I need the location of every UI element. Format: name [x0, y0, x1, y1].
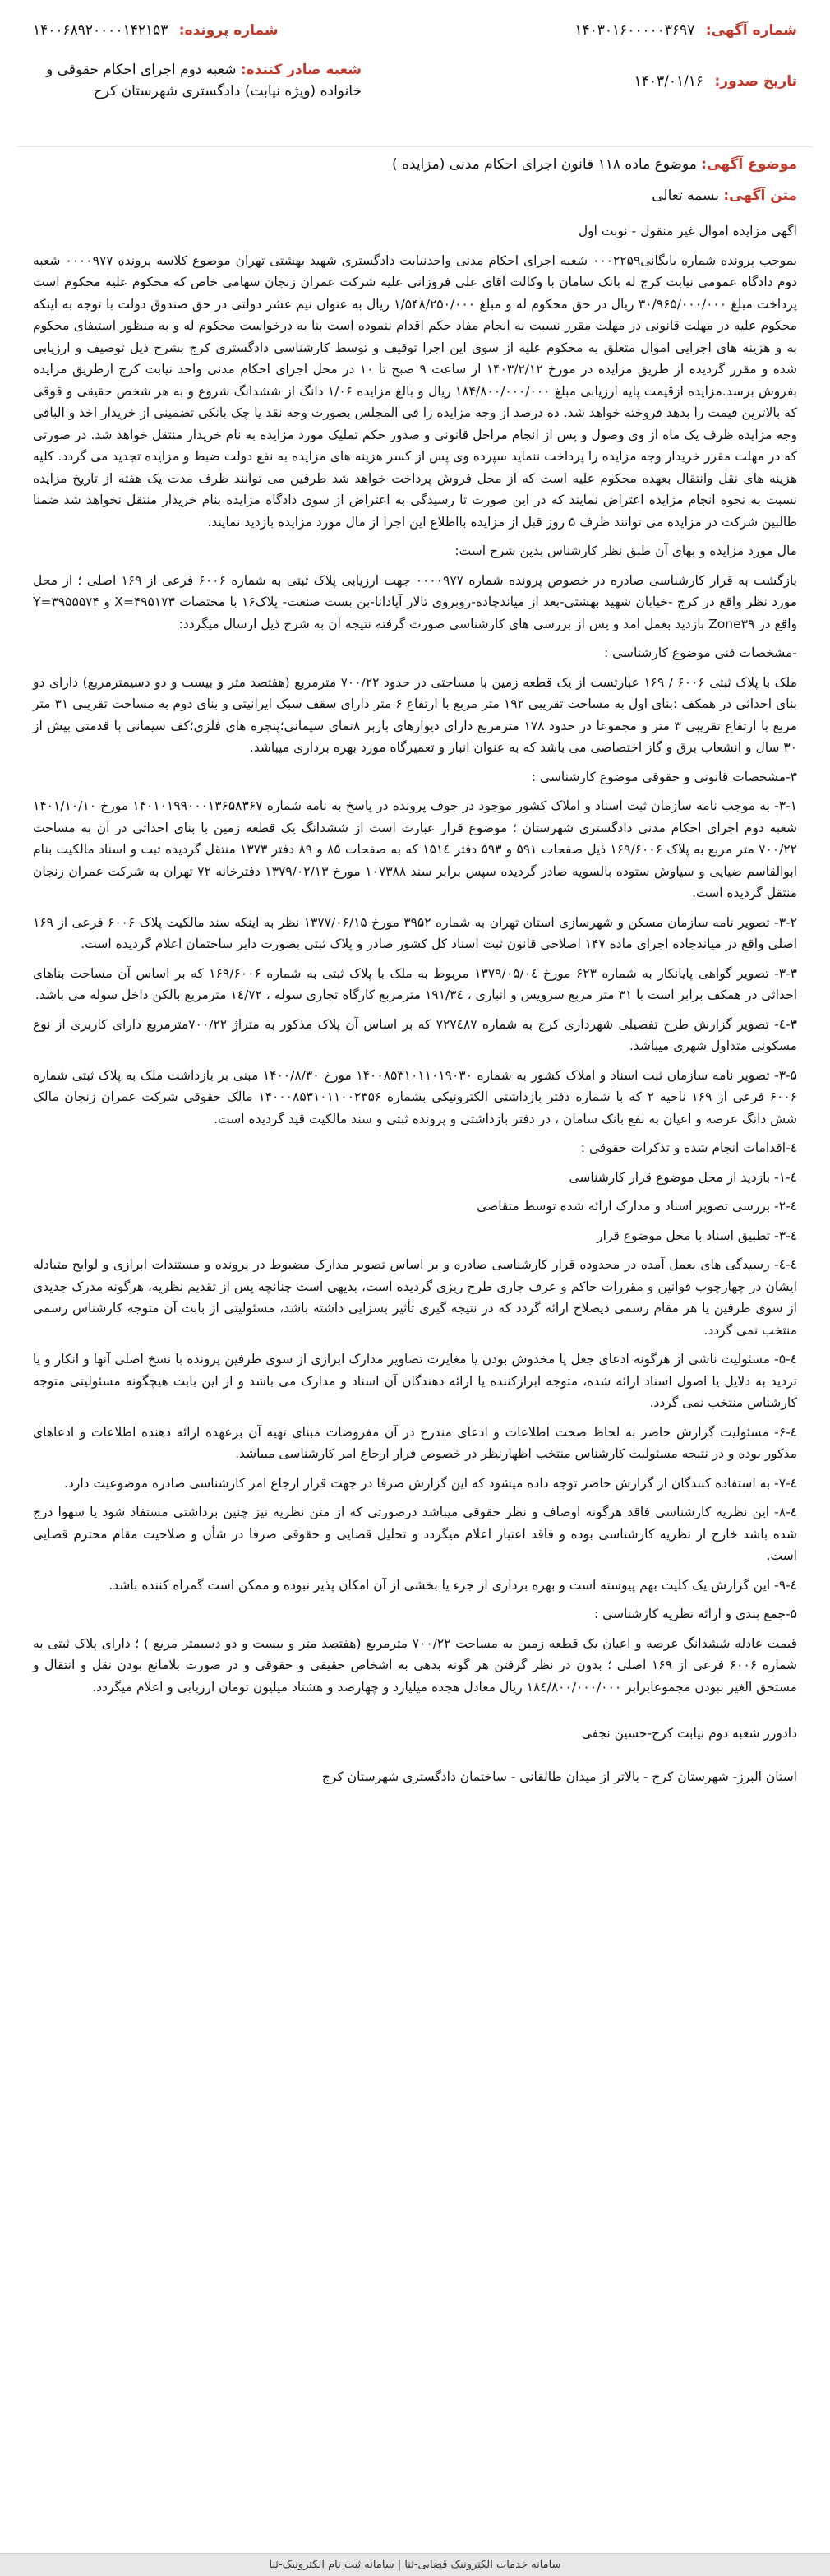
signer: دادورز شعبه دوم نیابت کرج-حسین نجفی — [581, 1726, 797, 1741]
site-footer: سامانه خدمات الکترونیک قضایی-ثنا | سامانه ثبت نام الکترونیک-ثنا — [0, 2553, 830, 2576]
paragraph: ٤-۷- به استفاده کنندگان از گزارش حاضر توجه داده میشود که این گزارش صرفا در جهت قرار ارجاع امر کارشناسی صادره موضوعیت دارد. — [64, 1475, 797, 1491]
paragraph: ۳-۱- به موجب نامه سازمان ثبت اسناد و املاک کشور موجود در جوف پرونده در پاسخ به نامه شماره ۱۴۰۱۰۱۹۹۰۰۰۱۳۶۵۸۳۶۷ مورخ ۱۴۰۱/۱۰/۱۰ شعبه دوم اجرای احکام مدنی دادگستری شهرستان ؛ موضوع قرار عبارت است از ششدانگ یک قطعه زمین با بنای احداثی در آن به مساحت ۷۰۰/۲۲ متر مربع به پلاک ۱۶۹/۶۰۰۶ ذیل صفحات ۵۹۱ و ۵۹۳ دفتر ۱۵۱٤ که به صفحات ۸۵ و ۸۹ دفتر ۱۳۷۳ منتقل گردیده ثبت و اسناد مالکیت بنام ابوالقاسم ضیایی و سیاوش ستوده بالسویه صادر گردیده سپس برابر سند ۱۰۷۳۸۸ مورخ ۱۳۷۹/۰۲/۱۳ دفترخانه ۷۲ تهران به شرکت عمران زنجان منتقل گردیده است. — [33, 798, 798, 900]
paragraph: بموجب پرونده شماره بایگانی۰۰۰۲۲۵۹ شعبه اجرای احکام مدنی واحدنیابت دادگستری شهید بهشتی تهران موضوع کلاسه پرونده ۰۰۰۰۹۷۷ شعبه دوم دادگاه عمومی نیابت کرج له بانک سامان با وکالت آقای علی فروزانی علیه شرکت عمران زنجان سهامی خاص که محکوم علیه محکوم است پرداخت مبلغ ۳۰/۹۶۵/۰۰۰/۰۰۰ ریال در حق محکوم له و مبلغ ۱/۵۴۸/۲۵۰/۰۰۰ ریال به عنوان نیم عشر دولتی در حق صندوق دولت با توجه به اینکه محکوم علیه در مهلت قانونی در مهلت مقرر نسبت به انجام مفاد حکم اقدام ننموده است بنا به درخواست محکوم له و به منظور استیفای محکوم به و هزینه های اجرایی اموال متعلق به محکوم علیه از سوی این اجرا توقیف و توسط کارشناسی دادگستری کرج بشرح ذیل توصیف و ارزیابی شده و مقرر گردیده از طریق مزایده در مورخ ۱۴۰۳/۲/۱۲ از ساعت ۹ صبح تا ۱۰ در محل اجرای احکام مدنی واحد نیابت کرج ازطریق مزایده بفروش برسد.مزایده ازقیمت پایه ارزیابی مبلغ ۱۸۴/۸۰۰/۰۰۰/۰۰۰ ریال و بالغ مزایده ۱/۰۶ دانگ از ششدانگ شروع و به هر شخص حقیقی و قوقی که بالاترین قیمت را بدهد فروخته خواهد شد. ده درصد از وجه مزایده را فی المجلس بصورت وجه نقد یا چک بانکی تضمینی از خریدار اخذ و الباقی وجه مزایده ظرف یک ماه از وی وصول و پس از انجام مراحل قانونی و صدور حکم تملیک مورد مزایده به نام خریدار منتقل خواهد شد. در صورتی که در مهلت مقرر خریدار وجه مزایده را پرداخت ننماید سپرده وی پس از کسر هزینه های مزایده به نفع دولت ضبط و مزایده تجدید می گردد. کلیه هزینه های نقل وانتقال بعهده محکوم علیه است که از محل فروش پرداخت خواهد شد طرفین می توانند ظرف مدت یک هفته از تاریخ مزایده نسبت به نحوه انجام مزایده اعتراض نمایند که در این صورت تا رسیدگی به اعتراض از سوی دادگاه مزایده بنام خریدار منتقل نخواهد شد ضمنا طالبین شرکت در مزایده می توانند ظرف ۵ روز قبل از مزایده بااطلاع این اجرا از مال مورد مزایده بازدید نمایند. — [33, 252, 798, 530]
header-row-numbers — [33, 20, 797, 41]
notice-body — [33, 220, 797, 1795]
paragraph: ٤-٤- رسیدگی های بعمل آمده در محدوده قرار کارشناسی صادره و بر اساس تصویر مدارک مضبوط در پرونده و مستندات ابرازی و لوایح متبادله ایشان در چهارچوب قوانین و مقررات حاکم و عرف جاری طرح ریزی گردیده است، بدیهی است چنانچه پس از تقدیم نظریه، هرگونه مدرک جدیدی از سوی طرفین یا هر مقام رسمی ذیصلاح ارائه گردد که در نتیجه گیری تأثیر بسزایی داشته باشد، مسئولیتی از بابت آن متوجه کارشناس رسمی منتخب نمی گردد. — [33, 1257, 797, 1338]
header-divider — [16, 146, 814, 147]
paragraph: ۵-جمع بندی و ارائه نظریه کارشناسی : — [593, 1607, 797, 1621]
issue-date — [634, 71, 797, 92]
paragraph: ٤-اقدامات انجام شده و تذکرات حقوقی : — [580, 1140, 797, 1155]
paragraph: ۳-مشخصات قانونی و حقوقی موضوع کارشناسی : — [531, 769, 797, 784]
issue-date-label: تاریخ صدور: — [714, 73, 797, 90]
case-number-value: ۱۴۰۰۶۸۹۲۰۰۰۰۱۴۲۱۵۳ — [33, 22, 168, 39]
paragraph: اگهی مزایده اموال غیر منقول - نوبت اول — [578, 224, 797, 238]
paragraph: ٤-۵- مسئولیت ناشی از هرگونه ادعای جعل یا مخدوش بودن یا مغایرت تصاویر مدارک ابرازی از سوی طرفین پرونده با نسخ اصلی آنها و انکار و یا تردید به دلایل یا اصول اسناد ارائه شده، متوجه ابرازکننده یا ارائه دهندگان آن اسناد و مدارک می باشد و از این بابت هیچگونه مسئولیتی متوجه کارشناس منتخب نمی گردد. — [33, 1352, 797, 1410]
paragraph: ٤-۶- مسئولیت گزارش حاضر به لحاظ صحت اطلاعات و ادعای مندرج در آن مفروضات مبنای تهیه آن برعهده ارائه دهنده اطلاعات و ادعاهای مذکور بوده و در نتیجه مسئولیت کارشناس منتخب اظهارنظر در خصوص قرار ارجاع امر کارشناسی میباشد. — [33, 1424, 797, 1461]
issuer-value: شعبه دوم اجرای احکام حقوقی و خانواده (ویژه نیابت) دادگستری شهرستان کرج — [46, 62, 362, 99]
ad-number — [574, 20, 797, 41]
paragraph: ۳-۵- تصویر نامه سازمان ثبت اسناد و املاک کشور به شماره ۱۴۰۰۸۵۳۱۰۱۱۰۱۹۰۳۰ مورخ ۱۴۰۰/۸/۳۰ مبنی بر بازداشت ملک به پلاک ثبتی شماره ۶۰۰۶ فرعی از ۱۶۹ ناحیه ۲ که با شماره دفتر بازداشتی الکترونیکی بشماره ۱۴۰۰۰۸۵۳۱۰۱۱۰۰۲۳۵۶ مالک حقوقی شرکت عمران زنجان مالک شش دانگ عرصه و اعیان به نفع بانک سامان ، در دفتر بازداشتی و پرونده ثبتی و سند مالکیت قید گردیده است. — [33, 1067, 798, 1126]
issue-date-value: ۱۴۰۳/۰۱/۱۶ — [634, 73, 704, 90]
case-number-label: شماره پرونده: — [178, 22, 279, 39]
paragraph: ٤-۱- بازدید از محل موضوع قرار کارشناسی — [569, 1169, 797, 1185]
case-number — [33, 20, 279, 41]
paragraph: ۳-۳- تصویر گواهی پایانکار به شماره ۶۲۳ مورخ ۱۳۷۹/۰۵/۰٤ مربوط به ملک با پلاک ثبتی به شماره ۱۶۹/۶۰۰۶ که بر اساس آن مساحت بناهای احداثی در همکف برابر است با ۳۱ متر مربع سرویس و انباری ، ۱۹۱/۳٤ مترمربع کارگاه تجاری سوله ، ۱٤/۷۲ مترمربع بالکن داخل سوله می باشد. — [33, 965, 797, 1002]
paragraph: ۳-٤- تصویر گزارش طرح تفصیلی شهرداری کرج به شماره ۷۲۷٤۸۷ که بر اساس آن پلاک مذکور به متراژ ۷۰۰/۲۲مترمربع دارای کاربری از نوع مسکونی متداول شهری میباشد. — [33, 1016, 797, 1053]
body-label-row — [652, 187, 797, 204]
subject-row — [392, 156, 797, 173]
paragraph: ٤-۸- این نظریه کارشناسی فاقد هرگونه اوصاف و نظر حقوقی میباشد درصورتی که از متن نظریه نیز چنین برداشتی مستفاد شود یا سهوا درج شده باشد خارج از نظریه کارشناسی بوده و فاقد اعتبار اعلام میگردد و تحلیل قضایی و حقوقی صرفا در شأن و صلاحیت مقام محترم قضایی است. — [33, 1505, 797, 1563]
paragraph: ٤-۲- بررسی تصویر اسناد و مدارک ارائه شده توسط متقاضی — [477, 1199, 797, 1214]
ad-number-label: شماره آگهی: — [705, 22, 797, 39]
paragraph: قیمت عادله ششدانگ عرصه و اعیان یک قطعه زمین به مساحت ۷۰۰/۲۲ مترمربع (هفتصد متر و بیست و دو دسیمتر مربع ) ؛ دارای پلاک ثبتی به شماره ۶۰۰۶ فرعی از ۱۶۹ اصلی ؛ بدون در نظر گرفتن هر گونه بدهی به اشخاص حقیقی و حقوقی و در صورت بلامانع بودن نقل و انتقال و مستحق الغیر نبودن مجموعابرابر ۱۸٤/۸۰۰/۰۰۰/۰۰۰ ریال معادل هجده میلیارد و چهارصد و هشتاد میلیون تومان ارزیابی و اعلام میگردد. — [33, 1635, 798, 1695]
paragraph: -مشخصات فنی موضوع کارشناسی : — [603, 645, 797, 660]
paragraph: ٤-۹- این گزارش یک کلیت بهم پیوسته است و بهره برداری از جزء یا بخشی از آن امکان پذیر نبوده و ممکن است گمراه کننده باشد. — [108, 1577, 797, 1593]
subject-label: موضوع آگهی: — [701, 156, 797, 173]
paragraph: ملک با پلاک ثبتی ۶۰۰۶ / ۱۶۹ عبارتست از یک قطعه زمین با مساحتی در حدود ۷۰۰/۲۲ مترمربع (هفتصد متر و بیست و دو دسیمترمربع) دارای دو بنای احداثی در همکف :بنای اول به مساحت تقریبی ۱۹۲ متر مربع با ارتفاع ۶ متر دارای سقف سبک ایرانیتی و بنای دوم به مساحت تقریبی ۳۱ متر مربع با ارتفاع تقریبی ۳ متر و مجموعا در حدود ۱۷۸ مترمربع دارای دیوارهای باربر ۸نمای سیمانی؛پنجره های فلزی؛کف سیمانی با قدمتی بیش از ۳۰ سال و انشعاب برق و گاز اختصاصی می باشد که به عنوان انبار و تعمیرگاه مورد بهره برداری میباشد. — [33, 674, 798, 755]
body-opening: بسمه تعالی — [652, 187, 719, 204]
court-address: استان البرز- شهرستان کرج - بالاتر از میدان طالقانی - ساختمان دادگستری شهرستان کرج — [321, 1769, 797, 1784]
issuer-label: شعبه صادر کننده: — [240, 62, 362, 78]
paragraph: ٤-۳- تطبیق اسناد با محل موضوع قرار — [597, 1228, 797, 1243]
paragraph: ۳-۲- تصویر نامه سازمان مسکن و شهرسازی استان تهران به شماره ۳۹۵۲ مورخ ۱۳۷۷/۰۶/۱۵ نظر به اینکه سند مالکیت پلاک ۶۰۰۶ فرعی از ۱۶۹ اصلی واقع در میاندجاده اجرای ماده ۱۴۷ اصلاحی قانون ثبت اسناد کل کشور صادر و پلاک ثبتی بصورت دایر ساختمان اعلام گردیده است. — [33, 914, 797, 951]
ad-number-value: ۱۴۰۳۰۱۶۰۰۰۰۰۳۶۹۷ — [574, 22, 695, 39]
issuer-block — [33, 59, 362, 102]
subject-value: موضوع ماده ۱۱۸ قانون اجرای احکام مدنی (مزایده ) — [391, 156, 697, 173]
paragraph: بازگشت به قرار کارشناسی صادره در خصوص پرونده شماره ۰۰۰۰۹۷۷ جهت ارزیابی پلاک ثبتی به شماره ۶۰۰۶ فرعی از ۱۶۹ اصلی ؛ از محل مورد نظر واقع در کرج -خیابان شهید بهشتی-بعد از میاندچاده-روبروی تالار آپادانا-بن بست صنعت- پلاک۱۶ با مختصات ۴۹۵۱۷۳=X و ۳۹۵۵۵۷۴=Y واقع در Zone۳۹ بازدید بعمل امد و پس از بررسی های کارشناسی صورت گرفته نتیجه آن به شرح ذیل ارسال میگردد: — [33, 572, 798, 631]
body-label: متن آگهی: — [723, 187, 797, 204]
paragraph: مال مورد مزایده و بهای آن طبق نظر کارشناس بدین شرح است: — [454, 543, 797, 558]
